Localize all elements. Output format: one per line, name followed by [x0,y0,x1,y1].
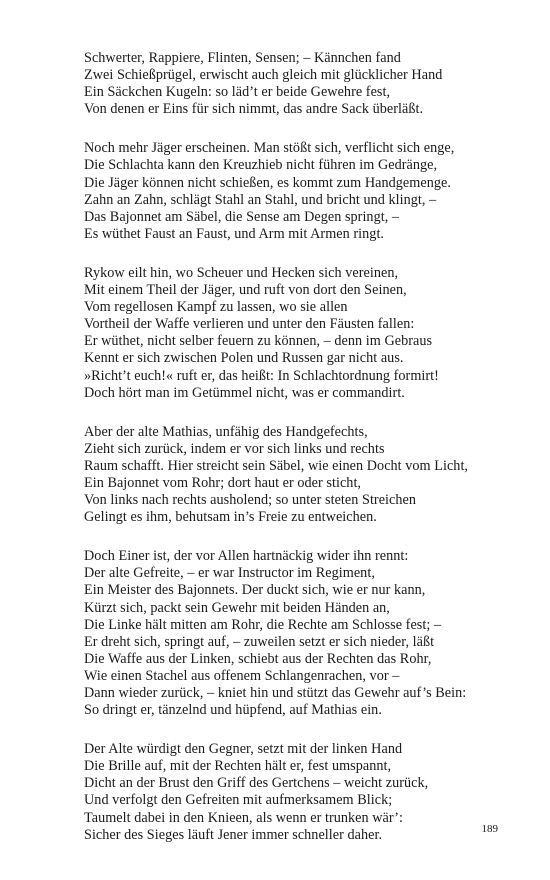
verse-line: So dringt er, tänzelnd und hüpfend, auf Mathias ein. [84,702,382,719]
verse-line: Ein Meister des Bajonnets. Der duckt sich, wie er nur kann, [84,582,426,599]
stanza [84,265,544,402]
verse-line: Vom regellosen Kampf zu lassen, wo sie allen [84,299,348,316]
verse-line: Sicher des Sieges läuft Jener immer schneller daher. [84,826,383,843]
verse-line: Die Brille auf, mit der Rechten hält er, fest umspannt, [84,758,392,775]
verse-line: Es wüthet Faust an Faust, und Arm mit Armen ringt. [84,225,385,242]
verse-line: Er wüthet, nicht selber feuern zu können, – denn im Gebraus [84,333,433,350]
verse-line: Zahn an Zahn, schlägt Stahl an Stahl, und bricht und klingt, – [84,191,437,208]
verse-line: Schwerter, Rappiere, Flinten, Sensen; – Kännchen fand [84,50,401,66]
verse-line: Wie einen Stachel aus offenem Schlangenrachen, vor – [84,667,400,684]
verse-line: Dann wieder zurück, – kniet hin und stützt das Gewehr auf’s Bein: [84,685,467,701]
verse-line: Er dreht sich, springt auf, – zuweilen setzt er sich nieder, läßt [84,633,435,650]
verse-line: Das Bajonnet am Säbel, die Sense am Degen springt, – [84,208,400,225]
verse-line: Doch Einer ist, der vor Allen hartnäckig wider ihn rennt: [84,548,409,565]
verse-line: Die Schlachta kann den Kreuzhieb nicht führen im Gedränge, [84,157,438,174]
verse-line: Doch hört man im Getümmel nicht, was er commandirt. [84,384,405,401]
verse-line: Ein Säckchen Kugeln: so läd’t er beide Gewehre fest, [84,84,391,101]
verse-line: Raum schafft. Hier streicht sein Säbel, wie einen Docht vom Licht, [84,457,469,474]
verse-line: Von links nach rechts ausholend; so unter steten Streichen [84,492,417,509]
verse-line: Kürzt sich, packt sein Gewehr mit beiden Händen an, [84,599,390,616]
verse-line: Und verfolgt den Gefreiten mit aufmerksamem Blick; [84,792,393,809]
verse-line: Der alte Gefreite, – er war Instructor im Regiment, [84,565,375,582]
stanza [84,50,544,118]
verse-line: Ein Bajonnet vom Rohr; dort haut er oder sticht, [84,474,362,491]
verse-line: Zwei Schießprügel, erwischt auch gleich mit glücklicher Hand [84,67,443,84]
verse-line: Vortheil der Waffe verlieren und unter den Fäusten fallen: [84,316,415,333]
verse-line: Kennt er sich zwischen Polen und Russen gar nicht aus. [84,350,404,367]
verse-line: Zieht sich zurück, indem er vor sich links und rechts [84,440,385,457]
verse-line: Von denen er Eins für sich nimmt, das andre Sack überläßt. [84,101,424,118]
verse-line: Aber der alte Mathias, unfähig des Handgefechts, [84,423,368,440]
stanza [84,140,544,243]
verse-line: Mit einem Theil der Jäger, und ruft von dort den Seinen, [84,282,407,299]
verse-line: Gelingt es ihm, behutsam in’s Freie zu entweichen. [84,509,377,526]
verse-line: Die Jäger können nicht schießen, es kommt zum Handgemenge. [84,174,451,191]
verse-line: Dicht an der Brust den Griff des Gertchens – weicht zurück, [84,775,429,792]
stanza [84,548,544,719]
verse-line: Rykow eilt hin, wo Scheuer und Hecken sich vereinen, [84,264,399,281]
verse-line: »Richt’t euch!« ruft er, das heißt: In Schlachtordnung formirt! [84,367,439,384]
verse-line: Die Waffe aus der Linken, schiebt aus der Rechten das Rohr, [84,650,432,667]
page-number: 189 [481,823,498,835]
stanza [84,741,544,844]
verse-line: Noch mehr Jäger erscheinen. Man stößt sich, verflicht sich enge, [84,140,455,157]
verse-line: Der Alte würdigt den Gegner, setzt mit der linken Hand [84,741,403,758]
stanza [84,424,544,527]
verse-line: Die Linke hält mitten am Rohr, die Rechte am Schlosse fest; – [84,616,442,633]
verse-line: Taumelt dabei in den Knieen, als wenn er trunken wär’: [84,809,403,826]
poem-text [84,50,544,866]
